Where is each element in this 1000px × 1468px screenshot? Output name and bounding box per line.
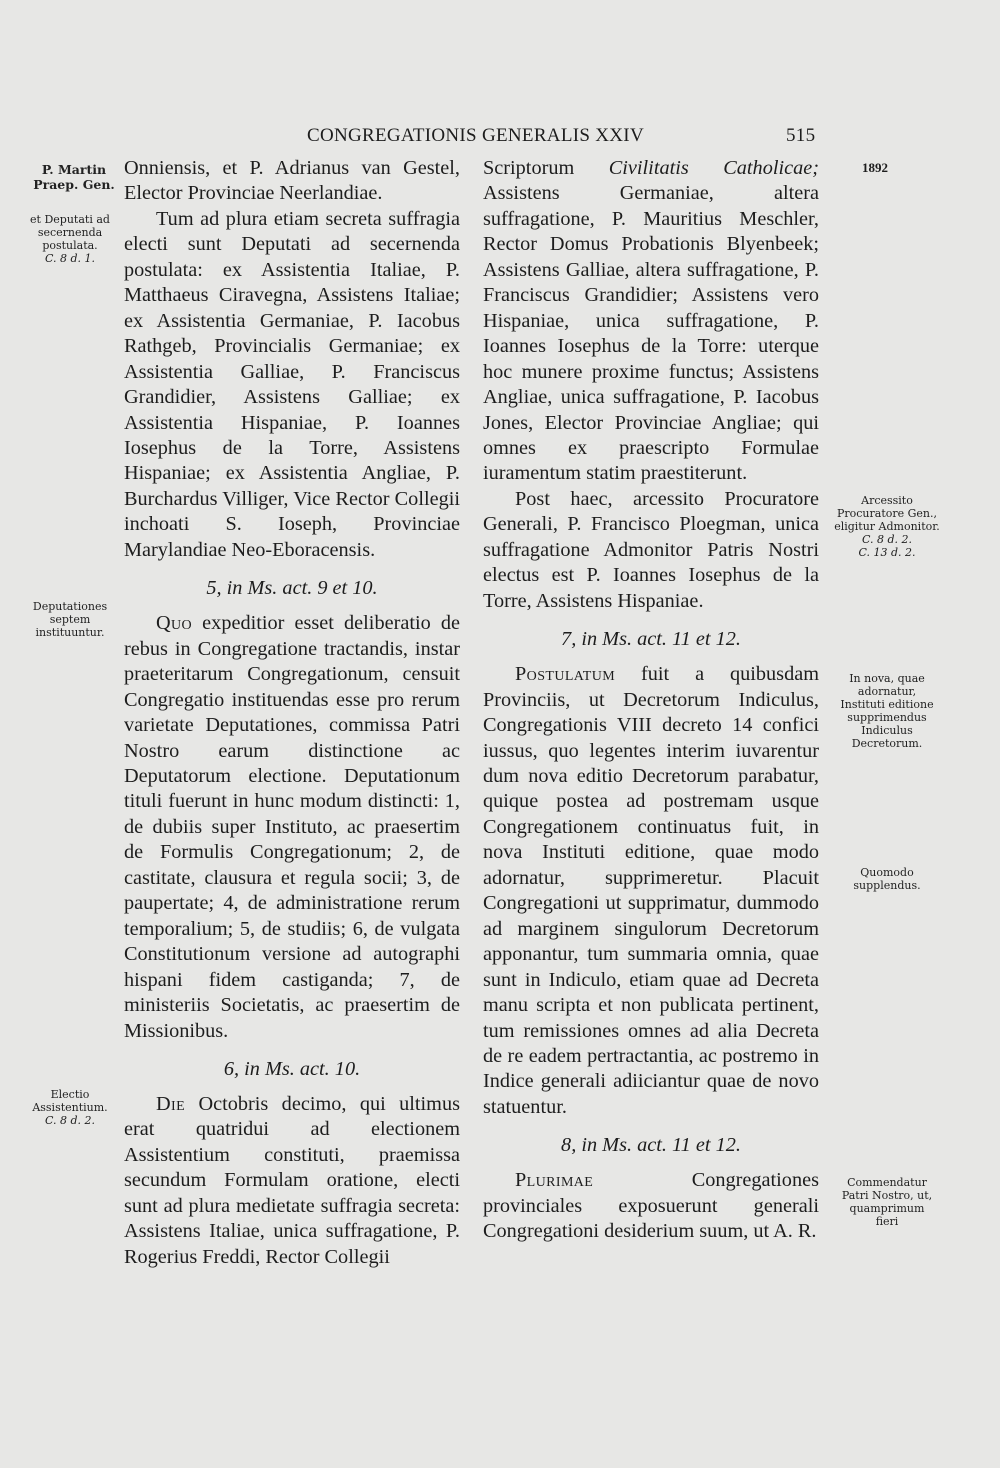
section-heading-7: 7, in Ms. act. 11 et 12. (561, 628, 741, 651)
left-paragraph-4-lead: Die (156, 1092, 186, 1115)
right-paragraph-3-text: fuit a quibusdam Provinciis, ut Decretorum Indiculus, Congregationis VIII decreto 14 confici iussus, quo legentes interim iuvarentur dum nova editio Decretorum parabatur, quique postea ad postremam usque Congregationem continuatus fuit, in nova Instituti editione, quae modo adornatur, supprimeretur. Placuit Congregationi ut supprimatur, dummodo ad marginem singulorum Decretorum apponantur, tum summaria omnia, quae sunt in Indiculo, etiam quae ad Decreta manu scripta et non publicata pertinent, tum remissiones omnes ad alia Decreta de re eadem pertractantia, ac postremo in Indice generali adiiciantur quae de novo statuentur. (483, 663, 819, 1118)
margin-note-quomodo (838, 866, 936, 892)
left-paragraph-3-text: expeditior esset deliberatio de rebus in Congregatione tractandis, instar praeteritarum Congregationum, censuit Congregatio instituendas esse pro rerum varietate Deputationes, commissa Patri Nostro earum distinctione ac Deputatorum electione. Deputationum tituli fuerunt in hunc modum distincti: 1, de dubiis super Instituto, ac praesertim de Formulis Congregationum; 2, de castitate, clausura et regula socii; 3, de paupertate; 4, de administratione rerum temporalium; 5, de studiis; 6, de vulgata Constitutionum versione ad autographi hispani fidem castiganda; 7, de ministeriis Societatis, ac praesertim de Missionibus. (124, 612, 460, 1042)
margin-note-commendatur-text: Commendatur Patri Nostro, ut, quamprimum fieri (841, 1176, 933, 1228)
left-column (124, 156, 460, 1270)
margin-note-deputationes-text: Deputationes septem instituuntur. (32, 600, 108, 639)
left-paragraph-4 (124, 1092, 460, 1270)
margin-note-admonitor-text: Arcessito Procuratore Gen., eligitur Admonitor. (834, 494, 940, 533)
running-title: CONGREGATIONIS GENERALIS XXIV (307, 125, 644, 146)
margin-note-electio (22, 1088, 118, 1127)
margin-note-author-line1: P. Martin (41, 162, 107, 177)
margin-note-author (28, 162, 120, 192)
section-heading-5: 5, in Ms. act. 9 et 10. (206, 577, 378, 600)
right-paragraph-1-b: Assistens Germaniae, altera suffragatione, P. Mauritius Meschler, Rector Domus Probationis Blyenbeek; Assistens Galliae, altera suffragatione, P. Franciscus Grandidier; Assistens vero Hispaniae, unica suffragatione, P. Ioannes Iosephus de la Torre: uterque hoc munere proxime functus; Assistens Angliae, unica suffragatione, P. Iacobus Jones, Elector Provinciae Angliae; qui omnes ex praescripto Formulae iuramentum statim praestiterunt. (483, 182, 819, 485)
section-heading-8: 8, in Ms. act. 11 et 12. (561, 1134, 741, 1157)
right-paragraph-4-lead: Plurimae (515, 1169, 594, 1192)
margin-note-deputati-text: et Deputati ad secernenda postulata. (30, 213, 110, 252)
right-paragraph-3 (483, 662, 819, 1120)
left-paragraph-2: Tum ad plura etiam secreta suffragia electi sunt Deputati ad secernenda postulata: ex Assistentia Italiae, P. Matthaeus Ciravegna, Assistens Italiae; ex Assistentia Germaniae, P. Iacobus Rathgeb, Provincialis Germaniae; ex Assistentia Galliae, P. Franciscus Grandidier, Assistens Galliae; ex Assistentia Hispaniae, P. Ioannes Iosephus de la Torre, Assistens Hispaniae; ex Assistentia Angliae, P. Burchardus Villiger, Vice Rector Collegii inchoati S. Ioseph, Provinciae Marylandiae Neo-Eboracensis. (124, 207, 460, 561)
right-column (483, 156, 819, 1245)
left-paragraph-3 (124, 611, 460, 1044)
right-paragraph-2: Post haec, arcessito Procuratore Generali, P. Francisco Ploegman, unica suffragatione Admonitor Patris Nostri electus est P. Ioannes Iosephus de la Torre, Assistens Hispaniae. (483, 487, 819, 612)
margin-note-deputati (20, 213, 120, 265)
running-header (0, 125, 1000, 155)
page-number: 515 (786, 125, 816, 146)
margin-note-admonitor-ref2: C. 13 d. 2. (858, 546, 916, 559)
margin-note-author-line2: Praep. Gen. (33, 177, 115, 192)
margin-note-commendatur (838, 1176, 936, 1228)
left-paragraph-4-text: Octobris decimo, qui ultimus erat quatridui ad electionem Assistentium constituti, praemissa secundum Formulam oratione, electi sunt ad plura medietate suffragia secreta: Assistens Italiae, unica suffragatione, P. Rogerius Freddi, Rector Collegii (124, 1092, 460, 1268)
left-paragraph-1: Onniensis, et P. Adrianus van Gestel, Elector Provinciae Neerlandiae. (124, 157, 460, 205)
margin-note-admonitor (834, 494, 940, 559)
right-paragraph-4-text: Congregationes provinciales exposuerunt generali Congregationi desiderium suum, ut A. R. (483, 1169, 819, 1243)
margin-year: 1892 (862, 160, 888, 175)
section-heading-6: 6, in Ms. act. 10. (223, 1057, 361, 1080)
margin-note-quomodo-text: Quomodo supplendus. (853, 866, 921, 892)
right-paragraph-1 (483, 156, 819, 487)
margin-note-electio-ref: C. 8 d. 2. (44, 1114, 96, 1127)
margin-note-deputationes (22, 600, 118, 639)
left-paragraph-3-lead: Quo (156, 612, 193, 635)
margin-note-admonitor-ref1: C. 8 d. 2. (861, 533, 913, 546)
right-paragraph-4 (483, 1168, 819, 1244)
right-paragraph-1-a: Scriptorum (483, 157, 609, 179)
margin-note-indiculus-text: In nova, quae adornatur, Instituti editione supprimendus Indiculus Decretorum. (840, 672, 934, 750)
margin-note-indiculus (834, 672, 940, 750)
right-paragraph-3-lead: Postulatum (515, 663, 616, 686)
margin-note-deputati-ref: C. 8 d. 1. (44, 252, 96, 265)
margin-note-electio-text: Electio Assistentium. (32, 1088, 108, 1114)
right-paragraph-1-italic: Civilitatis Catholicae; (608, 157, 819, 179)
